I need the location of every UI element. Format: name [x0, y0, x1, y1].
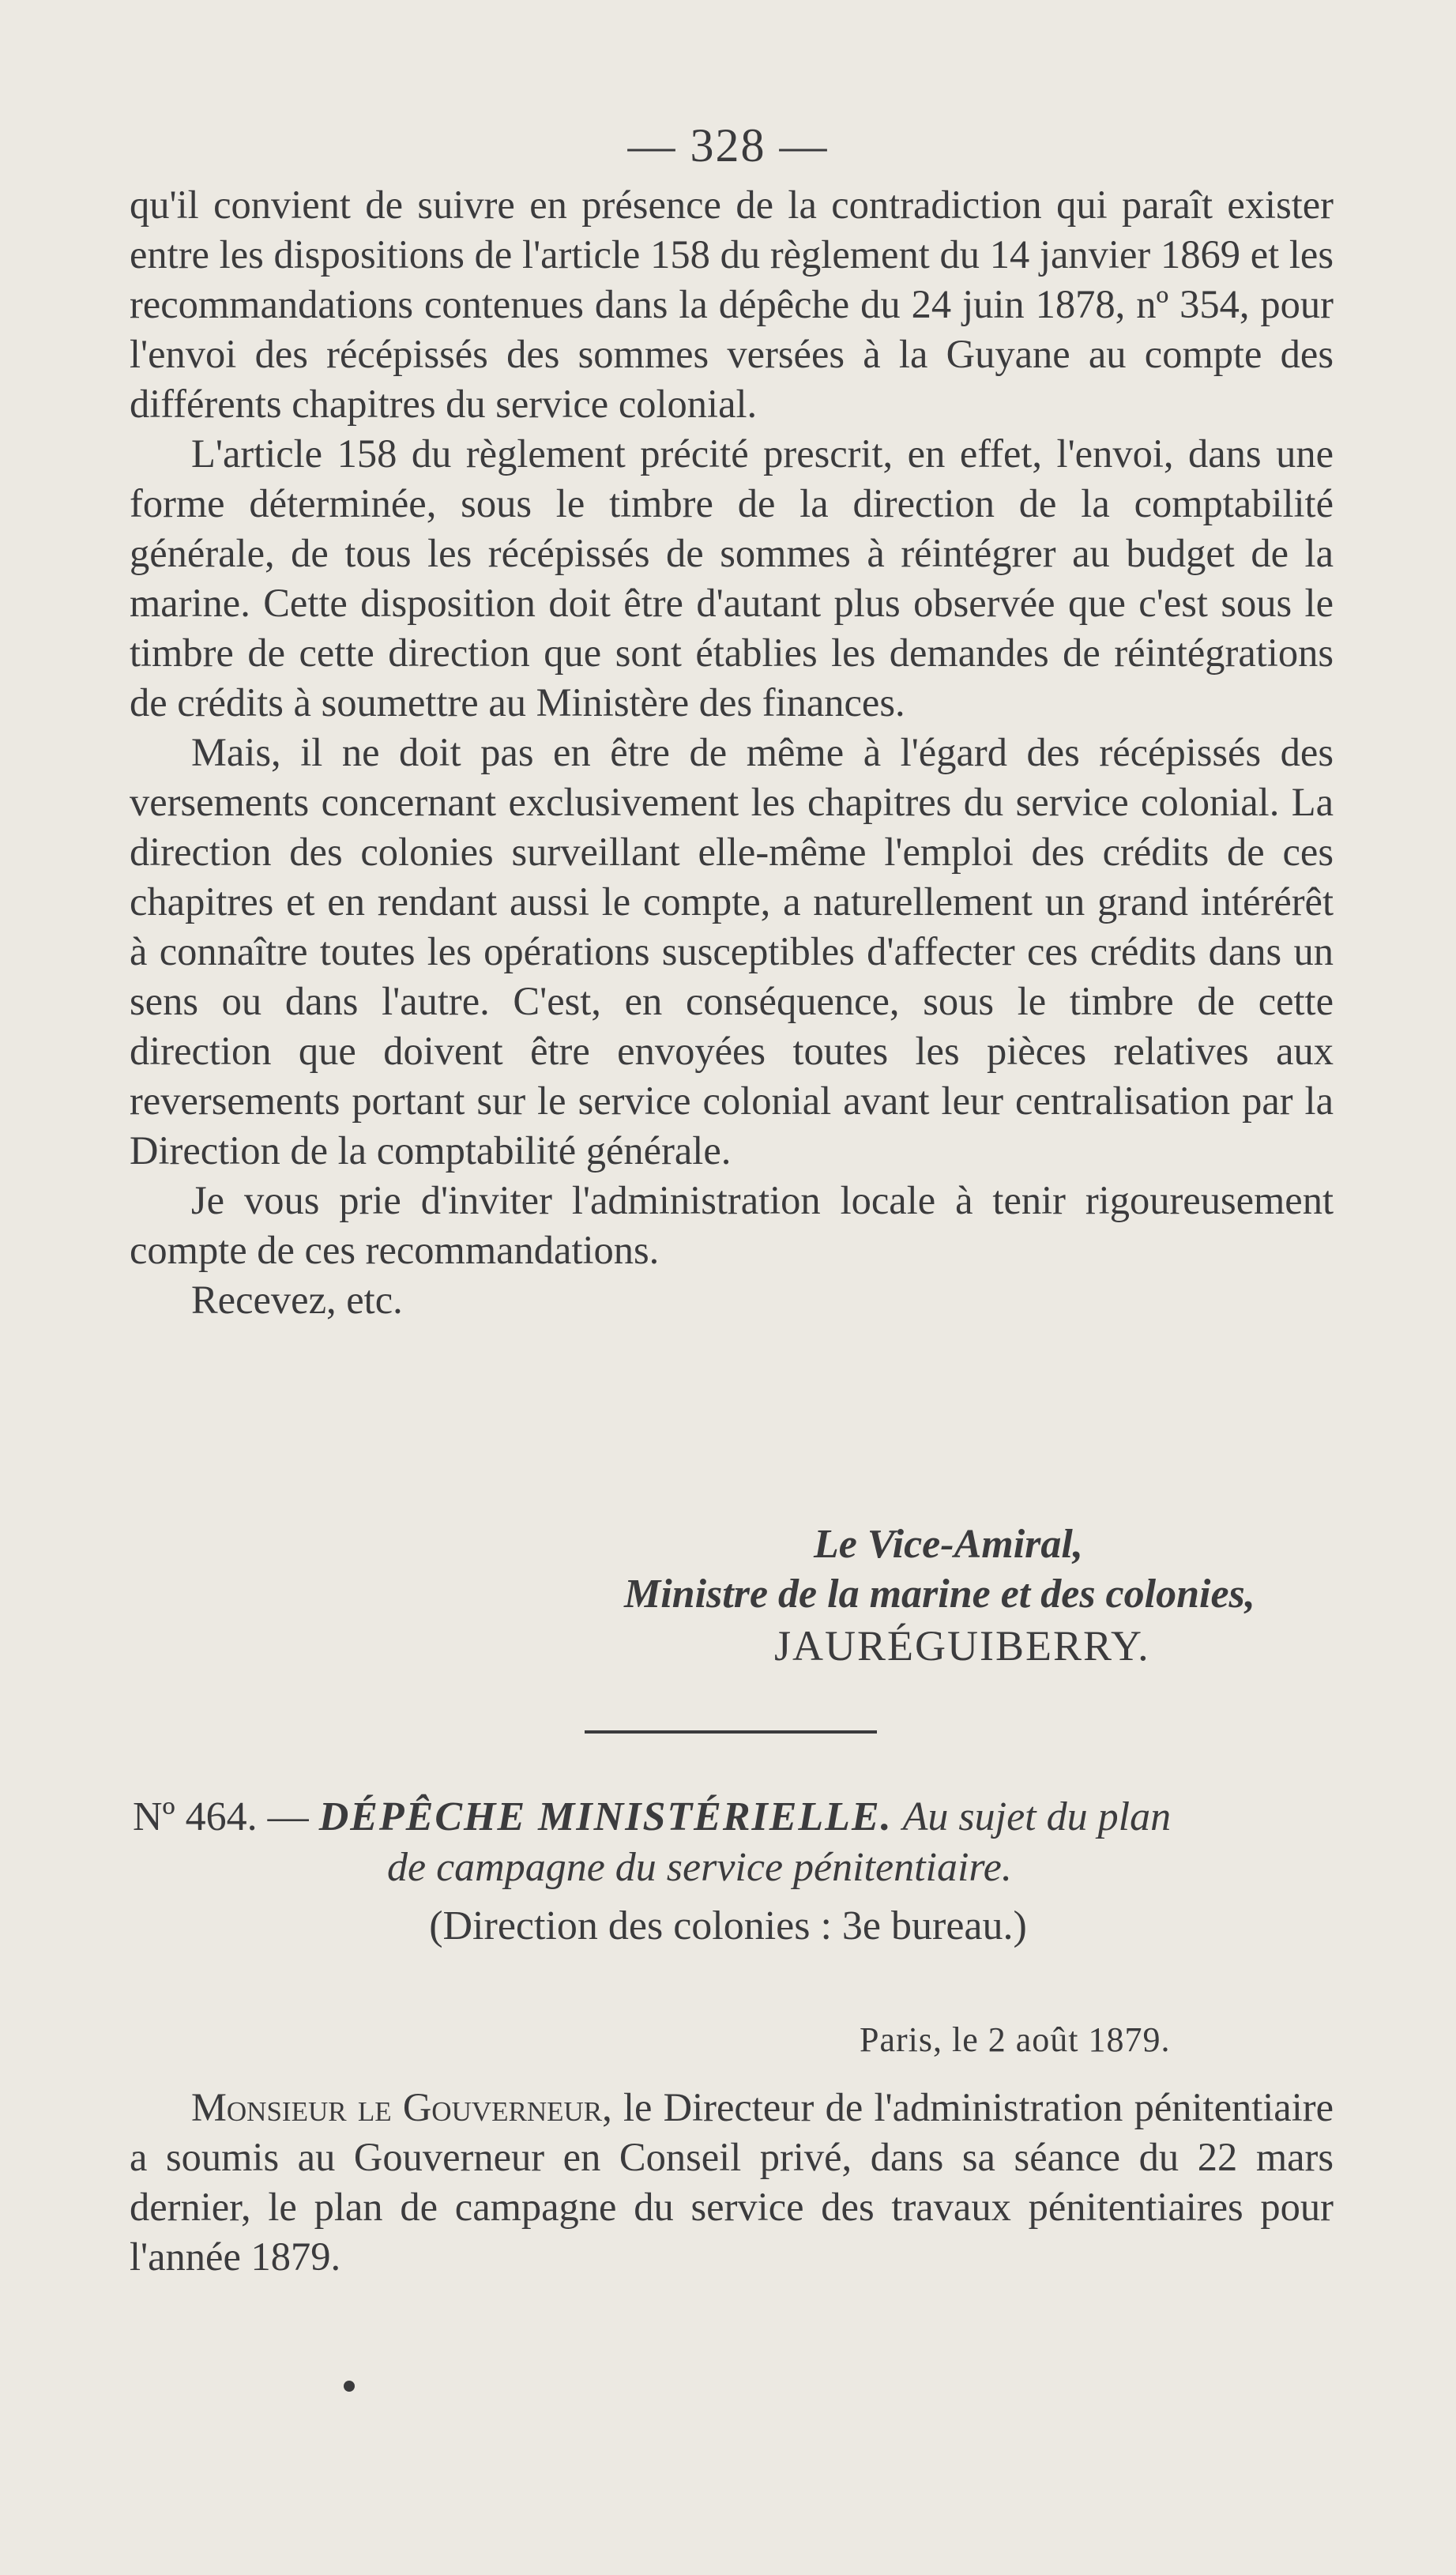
document-subject: Au sujet du plan	[902, 1794, 1172, 1839]
paragraph: qu'il convient de suivre en présence de la contradiction qui paraît exister entre les dispositions de l'article 158 du règlement du 14 janvier 1869 et les recommandations contenues dans la dépêche du 24 juin 1878, nº 354, pour l'envoi des récépissés des sommes versées à la Guyane au compte des différents chapitres du service colonial.	[130, 183, 1334, 426]
signature-title: Le Vice-Amiral,	[814, 1522, 1083, 1567]
section-divider	[585, 1730, 877, 1734]
salutation: Monsieur le Gouverneur,	[191, 2085, 612, 2129]
closing: Recevez, etc.	[191, 1278, 403, 1322]
page-number: — 328 —	[627, 119, 829, 171]
paragraph: Je vous prie d'inviter l'administration locale à tenir rigoureusement compte de ces recommandations.	[130, 1178, 1334, 1272]
paragraph-text: le Directeur de l'administration pénitentiaire a soumis au Gouverneur en Conseil privé, dans sa séance du 22 mars dernier, le plan de campagne du service des travaux pénitentiaires pour l'année 1879.	[130, 2085, 1334, 2279]
document-direction: (Direction des colonies : 3e bureau.)	[429, 1903, 1027, 1948]
signature-office: Ministre de la marine et des colonies,	[624, 1572, 1255, 1617]
paragraph: Mais, il ne doit pas en être de même à l'égard des récépissés des versements concernant exclusivement les chapitres du service colonial. La direction des colonies surveillant elle-même l'emploi des crédits de ces chapitres et en rendant aussi le compte, a naturellement un grand intérérêt à connaître toutes les opérations susceptibles d'affecter ces crédits dans un sens ou dans l'autre. C'est, en conséquence, sous le timbre de cette direction que doivent être envoyées toutes les pièces relatives aux reversements portant sur le service colonial avant leur centralisation par la Direction de la comptabilité générale.	[130, 730, 1334, 1173]
paragraph	[130, 2083, 1334, 2282]
document-title: DÉPÊCHE MINISTÉRIELLE.	[318, 1794, 893, 1839]
ink-speck	[344, 2381, 355, 2392]
document-date: Paris, le 2 août 1879.	[860, 2020, 1171, 2059]
document-subject-continued: de campagne du service pénitentiaire.	[387, 1845, 1012, 1890]
document-heading	[133, 1794, 1334, 1840]
paragraph: L'article 158 du règlement précité prescrit, en effet, l'envoi, dans une forme déterminée, sous le timbre de la direction de la comptabilité générale, de tous les récépissés de sommes à réintégrer au budget de la marine. Cette disposition doit être d'autant plus observée que c'est sous le timbre de cette direction que sont établies les demandes de réintégrations de crédits à soumettre au Ministère des finances.	[130, 431, 1334, 725]
second-letter-body	[130, 2083, 1334, 2282]
letter-body	[130, 180, 1334, 1325]
signature-name: JAURÉGUIBERRY.	[774, 1622, 1150, 1670]
document-number: Nº 464. —	[133, 1794, 309, 1839]
